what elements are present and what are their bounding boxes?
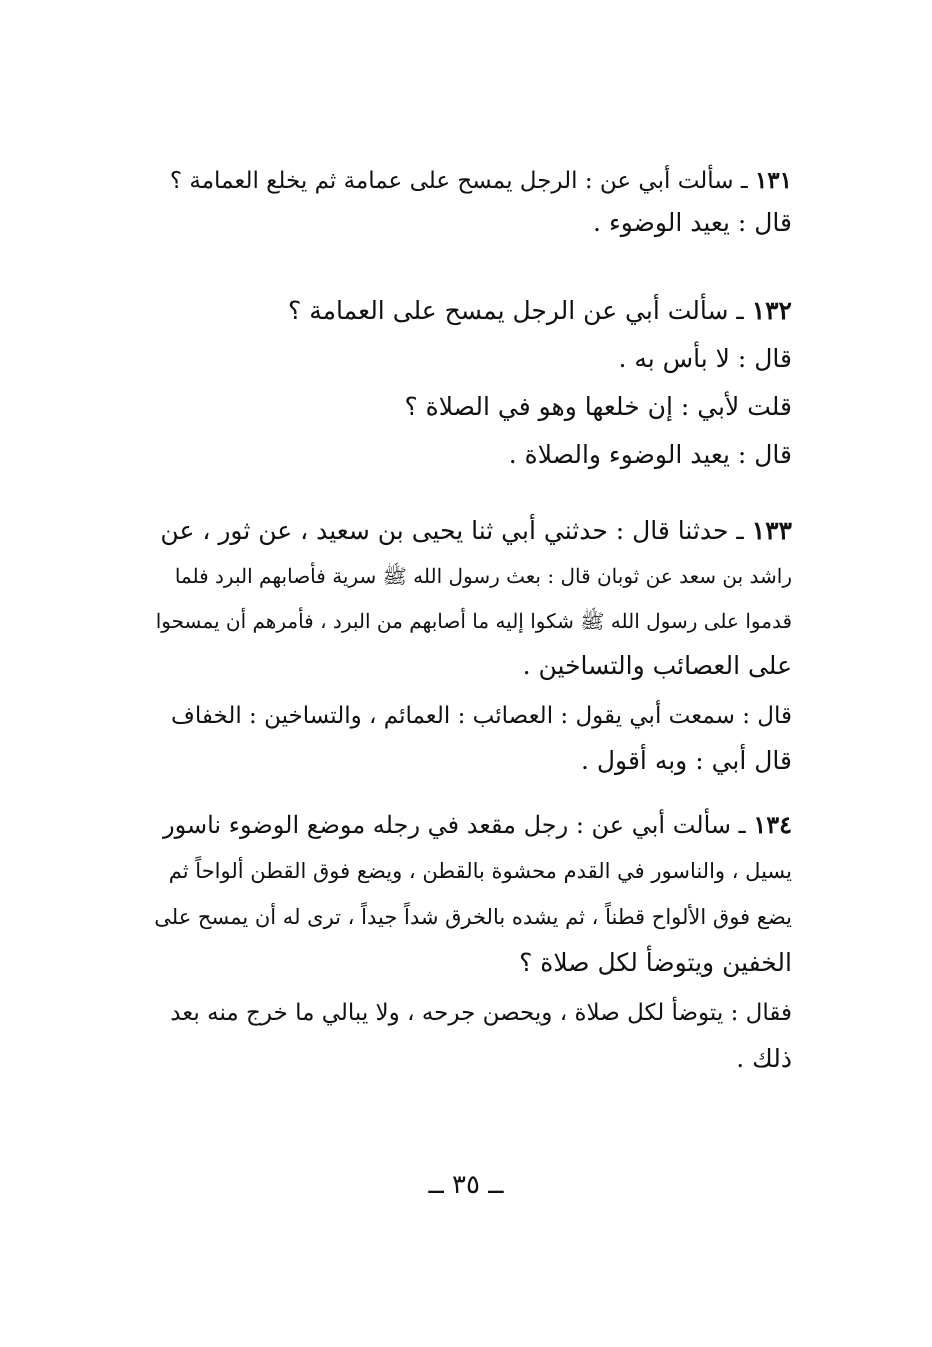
entry-134 <box>146 804 792 1080</box>
entry-number: ١٣٤ <box>753 810 792 839</box>
entry-line: قال : سمعت أبي يقول : العصائب : العمائم ، والتساخين : الخفاف <box>170 703 792 729</box>
entry-line: على العصائب والتساخين . <box>522 651 792 680</box>
entry-text: ـ حدثنا قال : حدثني أبي ثنا يحيى بن سعيد ، عن ثور ، عن <box>160 516 744 545</box>
entry-line: قدموا على رسول الله ﷺ شكوا إليه ما أصابهم من البرد ، فأمرهم أن يمسحوا <box>155 609 792 633</box>
entry-132 <box>146 290 792 476</box>
entry-line <box>146 510 792 552</box>
entry-line: يضع فوق الألواح قطناً ، ثم يشده بالخرق شداً جيداً ، ترى له أن يمسح على <box>154 905 792 929</box>
entry-number: ١٣٣ <box>751 516 792 545</box>
entry-text: ـ سألت أبي عن الرجل يمسح على العمامة ؟ <box>288 296 744 325</box>
entry-text: ـ سألت أبي عن : رجل مقعد في رجله موضع الوضوء ناسور <box>162 811 746 839</box>
entry-line: قلت لأبي : إن خلعها وهو في الصلاة ؟ <box>404 392 792 421</box>
page-number: ــ ٣٥ ــ <box>428 1170 504 1200</box>
entry-line <box>146 804 792 846</box>
entry-line: الخفين ويتوضأ لكل صلاة ؟ <box>519 948 792 977</box>
entry-text: ـ سألت أبي عن : الرجل يمسح على عمامة ثم يخلع العمامة ؟ <box>169 168 748 194</box>
entry-131 <box>146 160 792 244</box>
entry-line: قال : يعيد الوضوء والصلاة . <box>508 440 792 469</box>
entry-line: قال : يعيد الوضوء . <box>593 208 792 237</box>
entry-line: يسيل ، والناسور في القدم محشوة بالقطن ، ويضع فوق القطن ألواحاً ثم <box>168 859 792 883</box>
entry-number: ١٣٢ <box>751 296 792 325</box>
entry-133 <box>146 510 792 782</box>
entry-line <box>146 160 792 202</box>
entry-number: ١٣١ <box>754 167 792 194</box>
entry-line: ذلك . <box>736 1044 792 1073</box>
entry-line: راشد بن سعد عن ثوبان قال : بعث رسول الله ﷺ سرية فأصابهم البرد فلما <box>174 564 792 588</box>
entry-line: فقال : يتوضأ لكل صلاة ، ويحصن جرحه ، ولا يبالي ما خرج منه بعد <box>170 1000 792 1026</box>
entry-line: قال : لا بأس به . <box>618 344 792 373</box>
entry-line: قال أبي : وبه أقول . <box>581 746 792 775</box>
entry-line <box>146 290 792 332</box>
